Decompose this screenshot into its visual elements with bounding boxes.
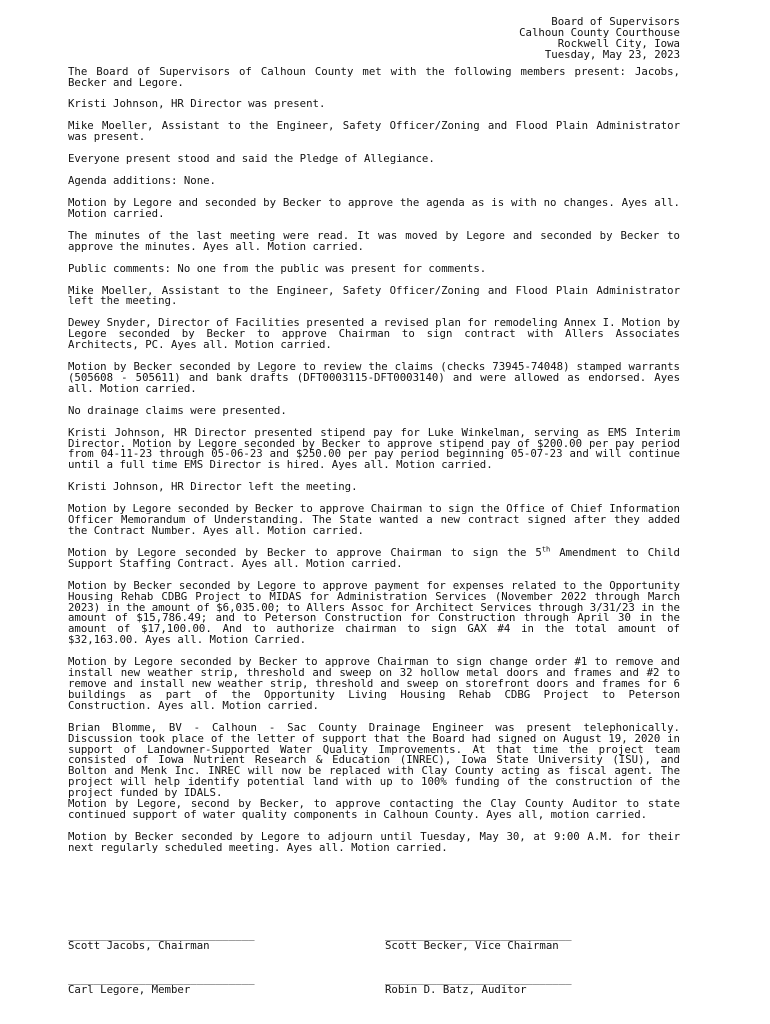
paragraph-drainage-claims: No drainage claims were presented. [68,403,287,417]
paragraph-ems-stipend: Kristi Johnson, HR Director presented stipend pay for Luke Winkelman, serving as EMS Interim Director. Motion by Legore seconded by Becker to approve stipend pay of $200.00 per pay period from 04-11-23 through 05-06-23 and $250.00 per pay period beginning 05-07-23 and will continue until a full time EMS Director is hired. Ayes all. Motion carried. [68,425,680,472]
paragraph-adjourn: Motion by Becker seconded by Legore to adjourn until Tuesday, May 30, at 9:00 A.M. for their next regularly scheduled meeting. Ayes all. Motion carried. [68,829,680,854]
paragraph-change-order: Motion by Legore seconded by Becker to approve Chairman to sign change order #1 to remove and install new weather strip, threshold and sweep on 32 hollow metal doors and frames and #2 to remove and install new weather strip, threshold and sweep on storefront doors and frames for 6 buildings as part of the Opportunity Living Housing Rehab CDBG Project to Peterson Construction. Ayes all. Motion carried. [68,655,680,712]
header-board: Board of Supervisors [551,15,680,28]
paragraph-engineer-left: Mike Moeller, Assistant to the Engineer, Safety Officer/Zoning and Flood Plain Administrator left the meeting. [68,283,680,308]
paragraph-hr-present: Kristi Johnson, HR Director was present. [68,97,326,111]
amendment-text-after: Amendment to Child Support Staffing Contract. Ayes all. Motion carried. [68,545,680,570]
signature-vice-chairman [385,930,572,952]
paragraph-annex-remodel: Dewey Snyder, Director of Facilities presented a revised plan for remodeling Annex I. Motion by Legore seconded by Becker to approve Chairman to sign contract with Allers Associates Architects, PC. Ayes all. Motion carried. [68,316,680,352]
signature-name: Scott Becker, Vice Chairman [385,938,559,952]
paragraph-pledge: Everyone present stood and said the Pledge of Allegiance. [68,152,435,166]
paragraph-agenda-motion: Motion by Legore and seconded by Becker to approve the agenda as is with no changes. Ayes all. Motion carried. [68,195,680,220]
paragraph-water-quality-motion: Motion by Legore, second by Becker, to approve contacting the Clay County Auditor to state continued support of water quality components in Calhoun County. Ayes all, motion carried. [68,797,680,821]
paragraph-child-support-amendment [68,545,680,570]
signature-block [68,930,680,1018]
paragraph-claims: Motion by Becker seconded by Legore to review the claims (checks 73945-74048) stamped warrants (505608 - 505611) and bank drafts (DFT0003115-DFT0003140) and were allowed as endorsed. Ayes all. Motion carried. [68,360,680,395]
paragraph-cio-memorandum: Motion by Legore seconded by Becker to approve Chairman to sign the Office of Chief Information Officer Memorandum of Understanding. The State wanted a new contract signed after they added the Contract Number. Ayes all. Motion carried. [68,502,680,537]
signature-member [68,974,255,996]
paragraph-cdbg-payment: Motion by Becker seconded by Legore to approve payment for expenses related to the Opportunity Housing Rehab CDBG Project to MIDAS for Administration Services (November 2022 through March 2023) in the amount of $6,035.00; to Allers Assoc for Architect Services through 3/31/23 in the amount of $15,786.49; and to Peterson Construction for Construction through April 30 in the amount of $17,100.00. And to authorize chairman to sign GAX #4 in the total amount of $32,163.00. Ayes all. Motion Carried. [68,578,680,647]
header-date: Tuesday, May 23, 2023 [544,47,680,61]
signature-line: _____________________________ [385,974,572,985]
signature-name: Scott Jacobs, Chairman [68,938,210,952]
header-courthouse: Calhoun County Courthouse [519,25,680,39]
paragraph-members-present: The Board of Supervisors of Calhoun County met with the following members present: Jacobs, Becker and Legore. [68,64,680,89]
ordinal-suffix: th [541,545,551,554]
signature-name: Robin D. Batz, Auditor [385,982,527,996]
minutes-document [68,17,680,865]
signature-line: _____________________________ [385,930,572,941]
paragraph-public-comments: Public comments: No one from the public was present for comments. [68,261,487,275]
document-header [68,17,680,61]
signature-name: Carl Legore, Member [68,982,191,996]
paragraph-agenda-additions: Agenda additions: None. [68,174,216,188]
signature-row-1 [68,930,680,974]
signature-row-2 [68,974,680,1018]
paragraph-minutes: The minutes of the last meeting were read. It was moved by Legore and seconded by Becker to approve the minutes. Ayes all. Motion carried. [68,228,680,253]
paragraph-hr-left: Kristi Johnson, HR Director left the meeting. [68,480,358,494]
signature-line: _____________________________ [68,974,255,985]
header-city: Rockwell City, Iowa [557,36,680,50]
signature-chairman [68,930,255,952]
paragraph-drainage-engineer: Brian Blomme, BV - Calhoun - Sac County Drainage Engineer was present telephonically. Discussion took place of the letter of support that the Board had signed on August 19, 2020 in support of Landowner-Supported Water Quality Improvements. At that time the project team consisted of Iowa Nutrient Research & Education (INREC), Iowa State University (ISU), and Bolton and Menk Inc. INREC will now be replaced with Clay County acting as fiscal agent. The project will help identify potential land with up to 100% funding of the construction of the project funded by IDALS. [68,720,680,800]
signature-auditor [385,974,572,996]
paragraph-engineer-present: Mike Moeller, Assistant to the Engineer, Safety Officer/Zoning and Flood Plain Administrator was present. [68,119,680,144]
signature-line: _____________________________ [68,930,255,941]
amendment-text-before: Motion by Legore seconded by Becker to approve Chairman to sign the 5 [68,545,542,559]
